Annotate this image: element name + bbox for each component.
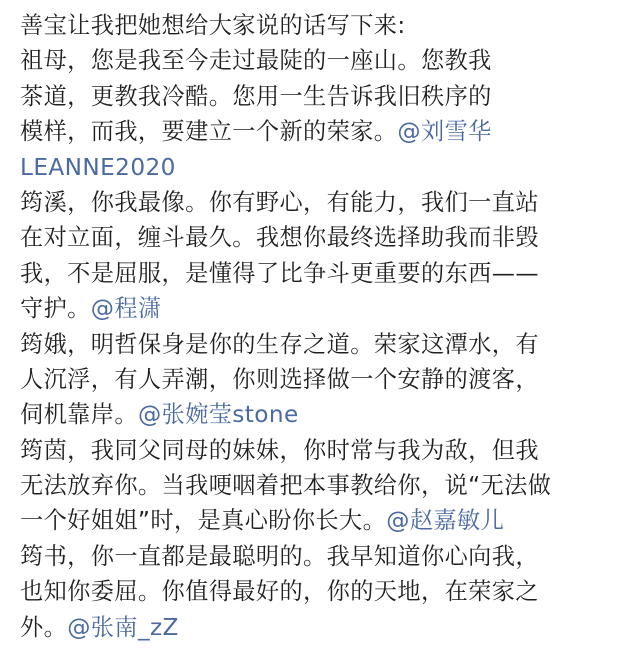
text-line	[20, 539, 620, 574]
text-span: 在对立面，缠斗最久。我想你最终选择助我而非毁	[20, 224, 539, 252]
user-mention-link[interactable]: @刘雪华	[397, 118, 492, 146]
text-line	[20, 610, 620, 645]
text-span: 筠书，你一直都是最聪明的。我早知道你心向我，	[20, 542, 539, 570]
text-span: 筠溪，你我最像。你有野心，有能力，我们一直站	[20, 188, 539, 216]
text-line	[20, 433, 620, 468]
text-span: 筠娥，明哲保身是你的生存之道。荣家这潭水，有	[20, 330, 539, 358]
text-span: 祖母，您是我至今走过最陡的一座山。您教我	[20, 47, 492, 75]
user-mention-link[interactable]: @张婉莹stone	[137, 401, 299, 429]
text-line	[20, 185, 620, 220]
user-mention-link[interactable]: @程潇	[90, 295, 162, 323]
text-span: 我，不是屈服，是懂得了比争斗更重要的东西——	[20, 259, 539, 287]
text-line	[20, 43, 620, 78]
text-line	[20, 362, 620, 397]
text-span: 模样，而我，要建立一个新的荣家。	[20, 118, 398, 146]
text-span: 伺机靠岸。	[20, 401, 138, 429]
text-line	[20, 114, 620, 149]
text-span: 守护。	[20, 295, 91, 323]
user-mention-link[interactable]: @张南_zZ	[67, 613, 179, 641]
text-span: 茶道，更教我冷酷。您用一生告诉我旧秩序的	[20, 82, 492, 110]
text-line	[20, 256, 620, 291]
text-span: 筠茵，我同父同母的妹妹，你时常与我为敌，但我	[20, 436, 539, 464]
text-line	[20, 327, 620, 362]
text-span: 外。	[20, 613, 68, 641]
text-line	[20, 150, 620, 185]
text-span: 无法放弃你。当我哽咽着把本事教给你，说“无法做	[20, 472, 552, 500]
text-line	[20, 503, 620, 538]
text-span: 一个好姐姐”时，是真心盼你长大。	[20, 507, 387, 535]
text-span: 善宝让我把她想给大家说的话写下来:	[20, 12, 406, 39]
text-line	[20, 468, 620, 503]
user-mention-link[interactable]: @赵嘉敏儿	[386, 507, 505, 535]
text-span: 人沉浮，有人弄潮，你则选择做一个安静的渡客，	[20, 365, 539, 393]
text-line	[20, 220, 620, 255]
post-text	[20, 8, 620, 645]
text-line	[20, 291, 620, 326]
user-mention-link[interactable]: LEANNE2020	[20, 153, 176, 181]
text-line	[20, 574, 620, 609]
text-line	[20, 79, 620, 114]
text-span: 也知你委屈。你值得最好的，你的天地，在荣家之	[20, 578, 539, 606]
text-line	[20, 397, 620, 432]
text-line	[20, 8, 620, 43]
